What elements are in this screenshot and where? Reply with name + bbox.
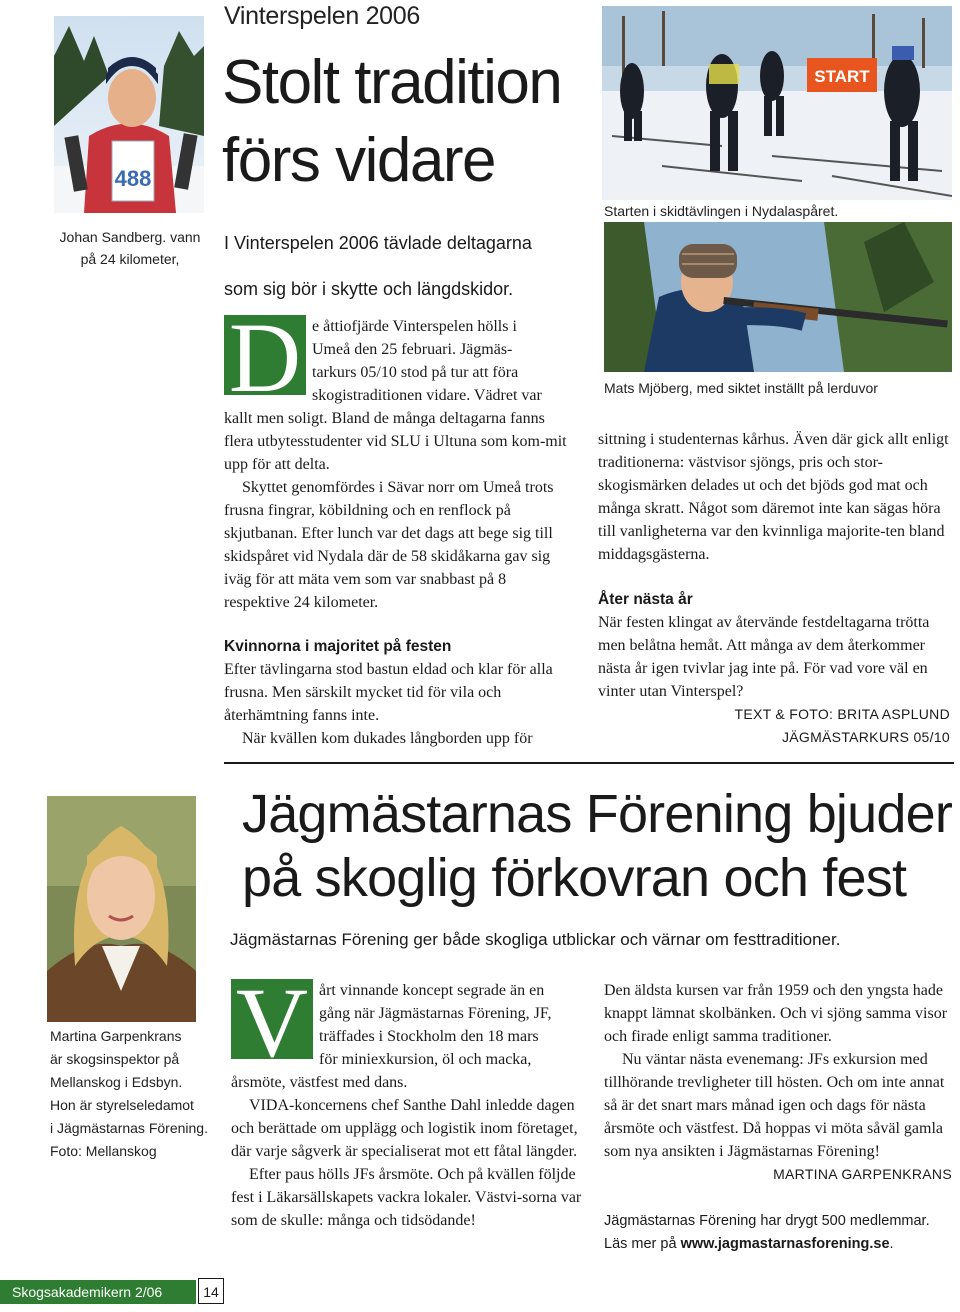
article2-intro: Jägmästarnas Förening ger både skogliga utblickar och värnar om festtraditioner.: [230, 930, 841, 949]
article-intro: I Vinterspelen 2006 tävlade deltagarna som sig bör i skytte och längdskidor.: [224, 233, 532, 299]
article2-headline: Jägmästarnas Förening bjuder på skoglig förkovran och fest: [242, 784, 953, 908]
photo-caption-ski-race: Starten i skidtävlingen i Nydalaspåret.: [604, 203, 839, 219]
subheading: Kvinnorna i majoritet på festen: [224, 638, 452, 655]
section-kicker: Vinterspelen 2006: [224, 2, 420, 30]
paragraph: Skyttet genomfördes i Sävar norr om Umeå trots frusna fingrar, köbildning och en renflock på skjutbanan. Efter lunch var det dags att bege sig till skidspåret vid Nydala där de 58 skidåkarna gav sig iväg för att mäta vem som var snabbast på 8 respektive 24 kilometer.: [224, 479, 554, 611]
paragraph: Efter tävlingarna stod bastun eldad och klar för alla frusna. Men särskilt mycket tid för vila och återhämtning fanns inte.: [224, 661, 553, 724]
bib-number: 488: [114, 166, 152, 191]
paragraph: kallt men soligt. Bland de många deltagarna fanns flera utbytesstudenter vid SLU i Ultuna som kom-mit upp för att delta.: [224, 410, 567, 473]
article2-column-right: [604, 979, 952, 1256]
article-headline: Stolt tradition förs vidare: [222, 48, 562, 195]
photo-caption-martina: Martina Garpenkrans är skogsinspektor på Mellanskog i Edsbyn. Hon är styrelseledamot i Jägmästarnas Förening. Foto: Mellanskog: [50, 1028, 208, 1159]
photo-caption-portrait: Johan Sandberg. vann på 24 kilometer,: [59, 229, 201, 267]
subheading: Åter nästa år: [598, 591, 693, 608]
paragraph: Efter paus hölls JFs årsmöte. Och på kvällen följde fest i Läkarsällskapets vackra lokaler. Västvi-sorna var som de skulle: många och tidsödande!: [231, 1166, 582, 1229]
paragraph: Den äldsta kursen var från 1959 och den yngsta hade knappt lämnat skolbänken. Och vi sjöng samma visor och firade enligt samma traditioner.: [604, 982, 948, 1045]
lead-lines: e åttiofjärde Vinterspelen hölls i Umeå den 25 februari. Jägmäs- tarkurs 05/10 stod på tur att föra skogistraditionen vidare. Vädret var: [312, 318, 542, 404]
byline: MARTINA GARPENKRANS: [773, 1166, 952, 1182]
paragraph: sittning i studenternas kårhus. Även där gick allt enligt traditionerna: västvisor sjöngs, pris och stor-skogismärken delades ut och det bjöds god mat och många skratt. Något som däremot inte kan sägas höra till vanligheterna var den kvinnliga majorite-ten bland middagsgästerna.: [598, 431, 949, 563]
paragraph: VIDA-koncernens chef Santhe Dahl inledde dagen och berättade om upplägg och logistik inom företaget, där varje sågverk är specialiserat mot ett fåtal längder.: [231, 1097, 578, 1160]
photo-shooting: [604, 222, 952, 372]
drop-cap: D: [224, 315, 306, 395]
paragraph: Nu väntar nästa evenemang: JFs exkursion med tillhörande trevligheter till hösten. Och om inte annat så är det snart mars månad igen och dags för nästa årsmöte och västfest. Då hoppas vi möta såväl gamla som nya ansikten i Jägmästarnas Förening!: [604, 1051, 945, 1160]
photo-skier-portrait: [54, 16, 204, 213]
website-link[interactable]: www.jagmastarnasforening.se: [680, 1236, 890, 1252]
article1-column-right: [598, 428, 950, 749]
paragraph: När kvällen kom dukades långborden upp för: [242, 730, 533, 747]
byline: TEXT & FOTO: BRITA ASPLUND JÄGMÄSTARKURS 05/10: [734, 706, 950, 745]
drop-cap: V: [231, 979, 313, 1059]
publication-footer: Skogsakademikern 2/06: [0, 1280, 196, 1304]
paragraph: årsmöte, västfest med dans.: [231, 1074, 408, 1091]
lead-lines: årt vinnande koncept segrade än en gång när Jägmästarnas Förening, JF, träffades i Stockholm den 18 mars för miniexkursion, öl och macka,: [319, 982, 552, 1068]
article2-column-left: [231, 979, 583, 1232]
section-divider: [224, 762, 954, 764]
info-box: Jägmästarnas Förening har drygt 500 medlemmar. Läs mer på www.jagmastarnasforening.se.: [604, 1213, 930, 1252]
photo-caption-shooting: Mats Mjöberg, med siktet inställt på lerduvor: [604, 380, 878, 396]
photo-ski-race: [602, 6, 952, 200]
paragraph: När festen klingat av återvände festdeltagarna trötta men belåtna hemåt. Att många av dem återkommer nästa år igen tvivlar jag inte på. För vad vore väl en vinter utan Vinterspel?: [598, 614, 930, 700]
page-number: 14: [198, 1278, 224, 1304]
photo-martina-portrait: [47, 796, 196, 1022]
start-sign-text: START: [814, 67, 870, 86]
article1-column-left: [224, 315, 569, 750]
